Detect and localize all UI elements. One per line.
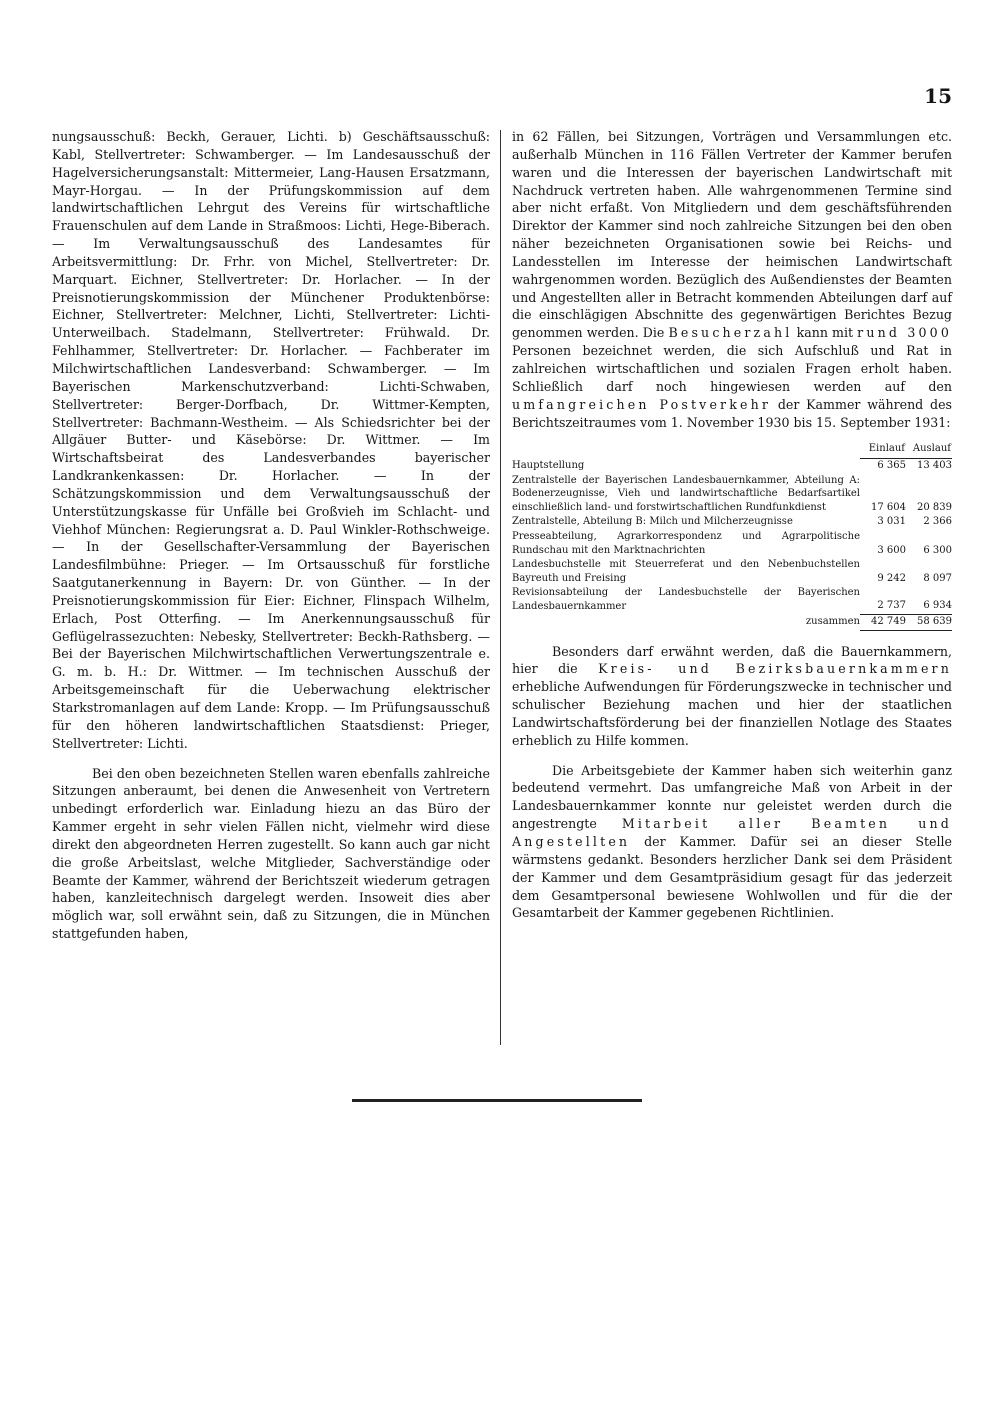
postal-traffic-table xyxy=(512,441,952,630)
row-label: Zentralstelle, Abteilung B: Milch und Milcherzeugnisse xyxy=(512,516,793,528)
paragraph-text: Besonders darf erwähnt werden, daß die Bauernkammern, hier die xyxy=(512,643,952,677)
table-row xyxy=(512,558,952,586)
continuation-paragraph xyxy=(512,128,952,431)
meetings-paragraph: Bei den oben bezeichneten Stellen waren ebenfalls zahlreiche Sitzungen anberaumt, bei denen die Anwesenheit von Vertretern unbedingt erforderlich war. Einladung hiezu an das Büro der Kammer ergeht in sehr vielen Fällen nicht, vielmehr wird diese direkt den abgeordneten Herren zugestellt. So kann auch gar nicht die große Arbeitslast, welche Mitglieder, Sachverständige oder Beamte der Kammer, während der Berichtszeit wiederum getragen haben, kanzleitechnisch dargelegt werden. Insoweit dies aber möglich war, soll erwähnt sein, daß zu Sitzungen, die in München stattgefunden haben, xyxy=(52,765,490,942)
header-einlauf: Einlauf xyxy=(860,441,906,458)
row-einlauf: 6 365 xyxy=(877,459,906,471)
paragraph-text: erhebliche Aufwendungen für Förderungszwecke in technischer und schulischer Beziehung machen und hier der staatlichen Landwirtschaftsförderung bei der finanziellen Notlage des Staates erheblich zu Hilfe kommen. xyxy=(512,679,952,748)
row-label: Zentralstelle der Bayerischen Landesbauernkammer, Abteilung A: Bodenerzeugnisse, Vieh und landwirtschaftliche Bedarfsartikel einschließlich land- und forstwirtschaftlichen Rundfunkdienst xyxy=(512,474,860,513)
total-label: zusammen xyxy=(805,616,860,628)
row-label: Landesbuchstelle mit Steuerreferat und den Nebenbuchstellen Bayreuth und Freising xyxy=(512,559,860,584)
row-auslauf: 8 097 xyxy=(923,572,952,584)
row-einlauf: 9 242 xyxy=(877,572,906,584)
row-auslauf: 2 366 xyxy=(923,516,952,528)
table-row xyxy=(512,458,952,473)
emphasis-district-chambers: Kreis- und Bezirksbauernkammern xyxy=(598,661,952,677)
column-divider xyxy=(500,130,501,1045)
row-einlauf: 2 737 xyxy=(860,586,906,614)
row-label: Presseabteilung, Agrarkorrespondenz und Agrarpolitische Rundschau mit den Marktnachrichten xyxy=(512,530,860,556)
farmer-chambers-paragraph xyxy=(512,643,952,750)
emphasis-postal-traffic: umfangreichen Postverkehr xyxy=(512,396,772,412)
paragraph-text: der Kammer. Dafür sei an dieser Stelle wärmstens gedankt. Besonders herzlicher Dank sei dem Präsident der Kammer und dem Gesamtpräsidium gesagt für das jederzeit dem Gesamtpersonal bewiesene Wohlwollen und für die der Gesamtarbeit der Kammer gegebenen Richtlinien. xyxy=(512,834,952,921)
table-header-row xyxy=(512,441,952,458)
emphasis-staff-cooperation: Mitarbeit aller Beamten und Angestellten xyxy=(512,816,952,849)
left-column xyxy=(52,128,490,943)
paragraph-text: Personen bezeichnet werden, die sich Aufschluß und Rat in zahlreichen wirtschaftlichen und sozialen Fragen erholt haben. Schließlich darf noch hingewiesen werden auf den xyxy=(512,343,952,394)
paragraph-text: kann mit xyxy=(796,325,854,341)
row-einlauf: 3 600 xyxy=(877,544,906,556)
emphasis-visitor-count: Besucherzahl xyxy=(668,325,793,341)
right-column xyxy=(512,128,952,922)
row-label: Hauptstellung xyxy=(512,459,585,471)
paragraph-text: in 62 Fällen, bei Sitzungen, Vorträgen und Versammlungen etc. außerhalb München in 116 Fällen Vertreter der Kammer berufen waren und die Interessen der bayerischen Landwirtschaft mit Nachdruck vertreten haben. Alle wahrgenommenen Termine sind aber nicht erfaßt. Von Mitgliedern und dem geschäftsführenden Direktor der Kammer sind noch zahlreiche Sitzungen bei den oben näher bezeichneten Organisationen sowie bei Reichs- und Landesstellen im Interesse der heimischen Landwirtschaft wahrgenommen worden. Bezüglich des Außendienstes der Beamten und Angestellten aller in Betracht kommenden Abteilungen darf auf die einschlägigen Abschnitte des gegenwärtigen Berichtes Bezug genommen werden. Die xyxy=(512,129,952,341)
row-auslauf: 6 300 xyxy=(923,544,952,556)
total-einlauf: 42 749 xyxy=(860,614,906,630)
page-number: 15 xyxy=(924,84,952,108)
row-einlauf: 17 604 xyxy=(871,501,906,513)
row-auslauf: 6 934 xyxy=(906,586,952,614)
header-auslauf: Auslauf xyxy=(906,441,952,458)
paragraph-text: der Kammer während des Berichtszeitraumes vom 1. November 1930 bis 15. September 1931: xyxy=(512,396,953,430)
closing-paragraph xyxy=(512,762,952,923)
row-auslauf: 13 403 xyxy=(917,459,952,471)
end-rule xyxy=(352,1099,642,1102)
row-auslauf: 20 839 xyxy=(917,501,952,513)
table-row xyxy=(512,530,952,558)
row-einlauf: 3 031 xyxy=(877,516,906,528)
table-row xyxy=(512,586,952,614)
table-total-row xyxy=(512,614,952,630)
total-auslauf: 58 639 xyxy=(906,614,952,630)
row-label: Revisionsabteilung der Landesbuchstelle der Bayerischen Landesbauernkammer xyxy=(512,587,860,612)
committee-list-paragraph: nungsausschuß: Beckh, Gerauer, Lichti. b) Geschäftsausschuß: Kabl, Stellvertreter: Schwamberger. — Im Landesausschuß der Hagelversicherungsanstalt: Mittermeier, Lang-Hausen Ersatzmann, Mayr-Horgau. — In der Prüfungskommission auf dem landwirtschaftlichen Lehrgut des Vereins für wirtschaftliche Frauenschulen auf dem Lande in Straßmoos: Lichti, Hege-Biberach. — Im Verwaltungsausschuß des Landesamtes für Arbeitsvermittlung: Dr. Frhr. von Michel, Stellvertreter: Dr. Marquart. Eichner, Stellvertreter: Dr. Horlacher. — In der Preisnotierungskommission der Münchener Produktenbörse: Eichner, Stellvertreter: Melchner, Lichti, Stellvertreter: Lichti-Unterweilbach. Stadelmann, Stellvertreter: Frühwald. Dr. Fehlhammer, Stellvertreter: Dr. Horlacher. — Fachberater im Milchwirtschaftlichen Landesverband: Schwamberger. — Im Bayerischen Markenschutzverband: Lichti-Schwaben, Stellvertreter: Berger-Dorfbach, Dr. Wittmer-Kempten, Stellvertreter: Bachmann-Westheim. — Als Schiedsrichter bei der Allgäuer Butter- und Käsebörse: Dr. Wittmer. — Im Wirtschaftsbeirat des Landesverbandes bayerischer Landkrankenkassen: Dr. Horlacher. — In der Schätzungskommission und dem Verwaltungsausschuß der Unterstützungskasse für Unfälle bei Großvieh im Schlacht- und Viehhof München: Regierungsrat a. D. Paul Winkler-Rothschweige. — In der Gesellschafter-Versammlung der Bayerischen Landesfilmbühne: Prieger. — Im Ortsausschuß für forstliche Saatgutanerkennung in Bayern: Dr. von Günther. — In der Preisnotierungskommission für Eier: Eichner, Flinspach Wilhelm, Erlach, Post Otterfing. — Im Anerkennungsausschuß für Geflügelrassezuchten: Nebesky, Stellvertreter: Beckh-Rathsberg. — Bei der Bayerischen Milchwirtschaftlichen Verwertungszentrale e. G. m. b. H.: Dr. Wittmer. — Im technischen Ausschuß der Arbeitsgemeinschaft für die Ueberwachung elektrischer Starkstromanlagen auf dem Lande: Kropp. — Im Prüfungsausschuß für den höheren landwirtschaftlichen Staatsdienst: Prieger, Stellvertreter: Lichti. xyxy=(52,129,490,751)
emphasis-around-3000: rund 3000 xyxy=(857,325,952,341)
table-row xyxy=(512,474,952,516)
table-row xyxy=(512,515,952,530)
paragraph-text: Die Arbeitsgebiete der Kammer haben sich weiterhin ganz bedeutend vermehrt. Das umfangreiche Maß von Arbeit in der Landesbauernkammer konnte nur geleistet werden durch die angestrengte xyxy=(512,762,952,832)
